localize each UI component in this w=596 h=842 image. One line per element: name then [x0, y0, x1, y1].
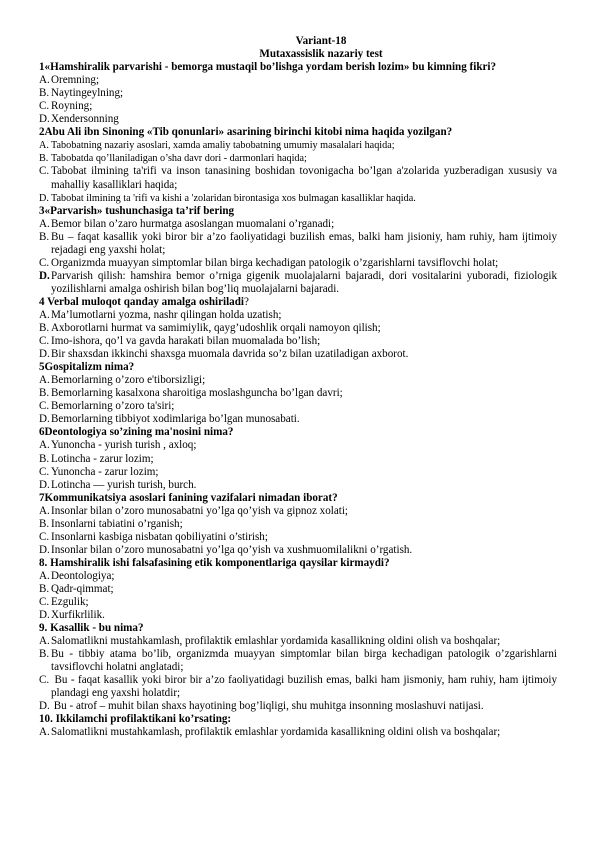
option-2a [39, 139, 557, 152]
option-text: Yunoncha - zarur lozim; [51, 465, 159, 478]
question-6-title: 6Deontologiya so’zining ma'nosini nima? [39, 426, 234, 439]
option-text: Bu - faqat kasallik yoki biror bir a’zo faoliyatidagi buzilish emas, balki ham jismoniy, ham ruhiy, ham ijtimoiy plandagi eng yaxshi holatdir; [51, 674, 557, 700]
option-text: Bir shaxsdan ikkinchi shaxsga muomala davrida so’z bilan uzatiladigan axborot. [51, 348, 409, 361]
option-text: Bu – faqat kasallik yoki biror bir a’zo faoliyatidagi buzilish emas, balki ham jisioniy, ham ruhiy, ham ijtimoiy rejadagi eng yaxshi holat; [51, 230, 557, 256]
option-letter: B. [39, 153, 49, 165]
option-4d [39, 348, 557, 361]
option-letter: B. [39, 648, 50, 661]
option-2d [39, 192, 557, 205]
option-7a [39, 505, 557, 518]
option-text: Insonlarni tabiatini o’rganish; [51, 517, 183, 530]
option-letter: B. [39, 387, 50, 400]
option-text: Axborotlarni hurmat va samimiylik, qayg’udoshlik orqali namoyon qilish; [51, 322, 381, 335]
option-text: Bemorlarning tibbiyot xodimlariga bo’lgan munosabati. [51, 413, 300, 426]
option-text: Parvarish qilish: hamshira bemor o’rniga gigenik muolajalarni bajaradi, dori vositalarini yuboradi, fiziologik yozilishlarni amalga oshirish bilan bog’liq muolajalarni bajaradi. [51, 269, 557, 295]
option-letter: A. [39, 74, 50, 87]
question-1-title: 1«Hamshiralik parvarishi - bemorga mustaqil bo’lishga yordam berish lozim» bu kimning fikri? [39, 61, 497, 74]
option-4c [39, 335, 557, 348]
option-9b [39, 648, 557, 674]
option-text: Ezgulik; [51, 596, 89, 609]
option-letter: C. [39, 335, 50, 348]
question-4-mark: ? [243, 295, 249, 308]
option-letter: A. [39, 374, 50, 387]
variant-title: Variant-18 [295, 35, 347, 47]
option-text: Bu - tibbiy atama bo’lib, organizmda muayyan simptomlar bilan birga kechadigan patologik o’zgarishlarni tavsiflovchi holatni anglatadi; [51, 648, 557, 674]
option-9d [39, 700, 557, 713]
option-9c [39, 674, 557, 700]
option-3c [39, 257, 557, 270]
option-3d [39, 270, 557, 296]
option-letter: C. [39, 530, 50, 543]
option-letter: D. [39, 348, 50, 361]
question-9-title: 9. Kasallik - bu nima? [39, 622, 144, 635]
option-text: Imo-ishora, qo’l va gavda harakati bilan muomalada bo’lish; [51, 335, 321, 348]
option-letter: A. [39, 504, 50, 517]
option-5c [39, 400, 557, 413]
option-text: Lotincha - zarur lozim; [51, 452, 154, 465]
option-7b [39, 518, 557, 531]
option-text: Xurfikrlilik. [51, 609, 105, 622]
option-letter: A. [39, 217, 50, 230]
option-text: Lotincha — yurish turish, burch. [51, 478, 197, 491]
option-letter: A. [39, 439, 50, 452]
test-document [39, 35, 557, 740]
option-3b [39, 231, 557, 257]
question-2-title: 2Abu Ali ibn Sinoning «Tib qonunlari» asarining birinchi kitobi nima haqida yozilgan? [39, 126, 453, 139]
option-4b [39, 322, 557, 335]
option-9a [39, 635, 557, 648]
option-text: Bemor bilan o’zaro hurmatga asoslangan muomalani o’rganadi; [51, 217, 335, 230]
option-8b [39, 583, 557, 596]
option-8c [39, 596, 557, 609]
option-1d [39, 113, 557, 126]
question-8-title: 8. Hamshiralik ishi falsafasining etik komponentlariga qaysilar kirmaydi? [39, 556, 390, 569]
option-letter: C. [39, 165, 50, 178]
option-7d [39, 544, 557, 557]
option-5a [39, 374, 557, 387]
option-6c [39, 466, 557, 479]
option-text: Naytingeylning; [51, 87, 124, 100]
option-letter: C. [39, 465, 50, 478]
question-4-heading [39, 296, 557, 309]
option-text: Tabobatning nazariy asoslari, xamda amaliy tabobatning umumiy masalalari haqida; [51, 140, 395, 152]
option-letter: A. [39, 308, 50, 321]
option-1a [39, 74, 557, 87]
option-letter: C. [39, 400, 50, 413]
option-text: Yunoncha - yurish turish , axloq; [51, 439, 197, 452]
option-letter: C. [39, 256, 50, 269]
option-text: Bemorlarning o’zoro e'tiborsizligi; [51, 374, 206, 387]
option-text: Qadr-qimmat; [51, 582, 114, 595]
option-text: Royning; [51, 100, 93, 113]
option-letter: D. [39, 700, 50, 713]
option-text: Tabobat ilmining ta 'rifi va kishi a 'zolaridan birontasiga xos bulmagan kasalliklar haqida. [51, 192, 416, 204]
option-text: Xendersonning [51, 113, 119, 126]
option-6b [39, 453, 557, 466]
option-10a [39, 726, 557, 739]
option-text: Organizmda muayyan simptomlar bilan birga kechadigan patologik o’zgarishlarni tavsiflovchi holat; [51, 256, 499, 269]
option-letter: B. [39, 87, 50, 100]
option-text: Insonlar bilan o’zoro munosabatni yo’lga qo’yish va gipnoz xolati; [51, 504, 349, 517]
option-text: Bemorlarning o’zoro ta'siri; [51, 400, 175, 413]
option-8d [39, 609, 557, 622]
option-letter: B. [39, 230, 50, 243]
option-letter: A. [39, 569, 50, 582]
option-text: Tabobat ilmining ta'rifi va inson tanasining boshidan tovonigacha bo’lgan a'zolarida yuzberadigan xususiy va mahalliy kasalliklari haqida; [51, 165, 557, 191]
option-5b [39, 387, 557, 400]
question-5-title: 5Gospitalizm nima? [39, 361, 135, 374]
option-text: Ma’lumotlarni yozma, nashr qilingan holda uzatish; [51, 308, 282, 321]
question-10-title: 10. Ikkilamchi profilaktikani ko’rsating: [39, 713, 232, 726]
question-3-title: 3«Parvarish» tushunchasiga ta’rif bering [39, 204, 235, 217]
option-letter: D. [39, 478, 50, 491]
option-letter: D. [39, 609, 50, 622]
option-letter: B. [39, 452, 50, 465]
option-text: Bu - atrof – muhit bilan shaxs hayotining bog’liqligi, shu muhitga insonning moslashuvi natijasi. [51, 700, 484, 713]
option-6d [39, 479, 557, 492]
option-text: Deontologiya; [51, 569, 115, 582]
option-letter: B. [39, 322, 50, 335]
option-1b [39, 87, 557, 100]
question-7-title: 7Kommunikatsiya asoslari fanining vazifalari nimadan iborat? [39, 491, 338, 504]
option-text: Tabobatda qo’llaniladigan o’sha davr dori - darmonlari haqida; [51, 153, 307, 165]
option-letter: C. [39, 100, 50, 113]
option-letter: A. [39, 140, 49, 152]
option-text: Insonlar bilan o’zoro munosabatni yo’lga qo’yish va xushmuomilalikni o’rgatish. [51, 543, 413, 556]
option-letter: B. [39, 517, 50, 530]
option-text: Insonlarni kasbiga nisbatan qobiliyatini o’stirish; [51, 530, 268, 543]
option-letter: B. [39, 582, 50, 595]
option-text: Salomatlikni mustahkamlash, profilaktik emlashlar yordamida kasallikning oldini olish va boshqalar; [51, 726, 501, 739]
option-letter: D. [39, 413, 50, 426]
option-text: Oremning; [51, 74, 100, 87]
question-4-title: 4 Verbal muloqot qanday amalga oshiriladi [39, 295, 244, 308]
option-7c [39, 531, 557, 544]
option-6a [39, 439, 557, 452]
option-letter: A. [39, 635, 50, 648]
option-8a [39, 570, 557, 583]
option-letter: C. [39, 596, 50, 609]
option-letter: D. [39, 543, 50, 556]
option-letter: D. [39, 269, 50, 282]
option-letter: C. [39, 674, 50, 687]
option-4a [39, 309, 557, 322]
option-3a [39, 218, 557, 231]
option-text: Bemorlarning kasalxona sharoitiga moslashguncha bo’lgan davri; [51, 387, 343, 400]
option-1c [39, 100, 557, 113]
option-letter: D. [39, 113, 50, 126]
option-letter: D. [39, 192, 49, 204]
option-text: Salomatlikni mustahkamlash, profilaktik emlashlar yordamida kasallikning oldini olish va boshqalar; [51, 635, 501, 648]
test-subtitle: Mutaxassislik nazariy test [259, 48, 383, 61]
option-letter: A. [39, 726, 50, 739]
option-5d [39, 413, 557, 426]
option-2c [39, 165, 557, 191]
option-2b [39, 152, 557, 165]
